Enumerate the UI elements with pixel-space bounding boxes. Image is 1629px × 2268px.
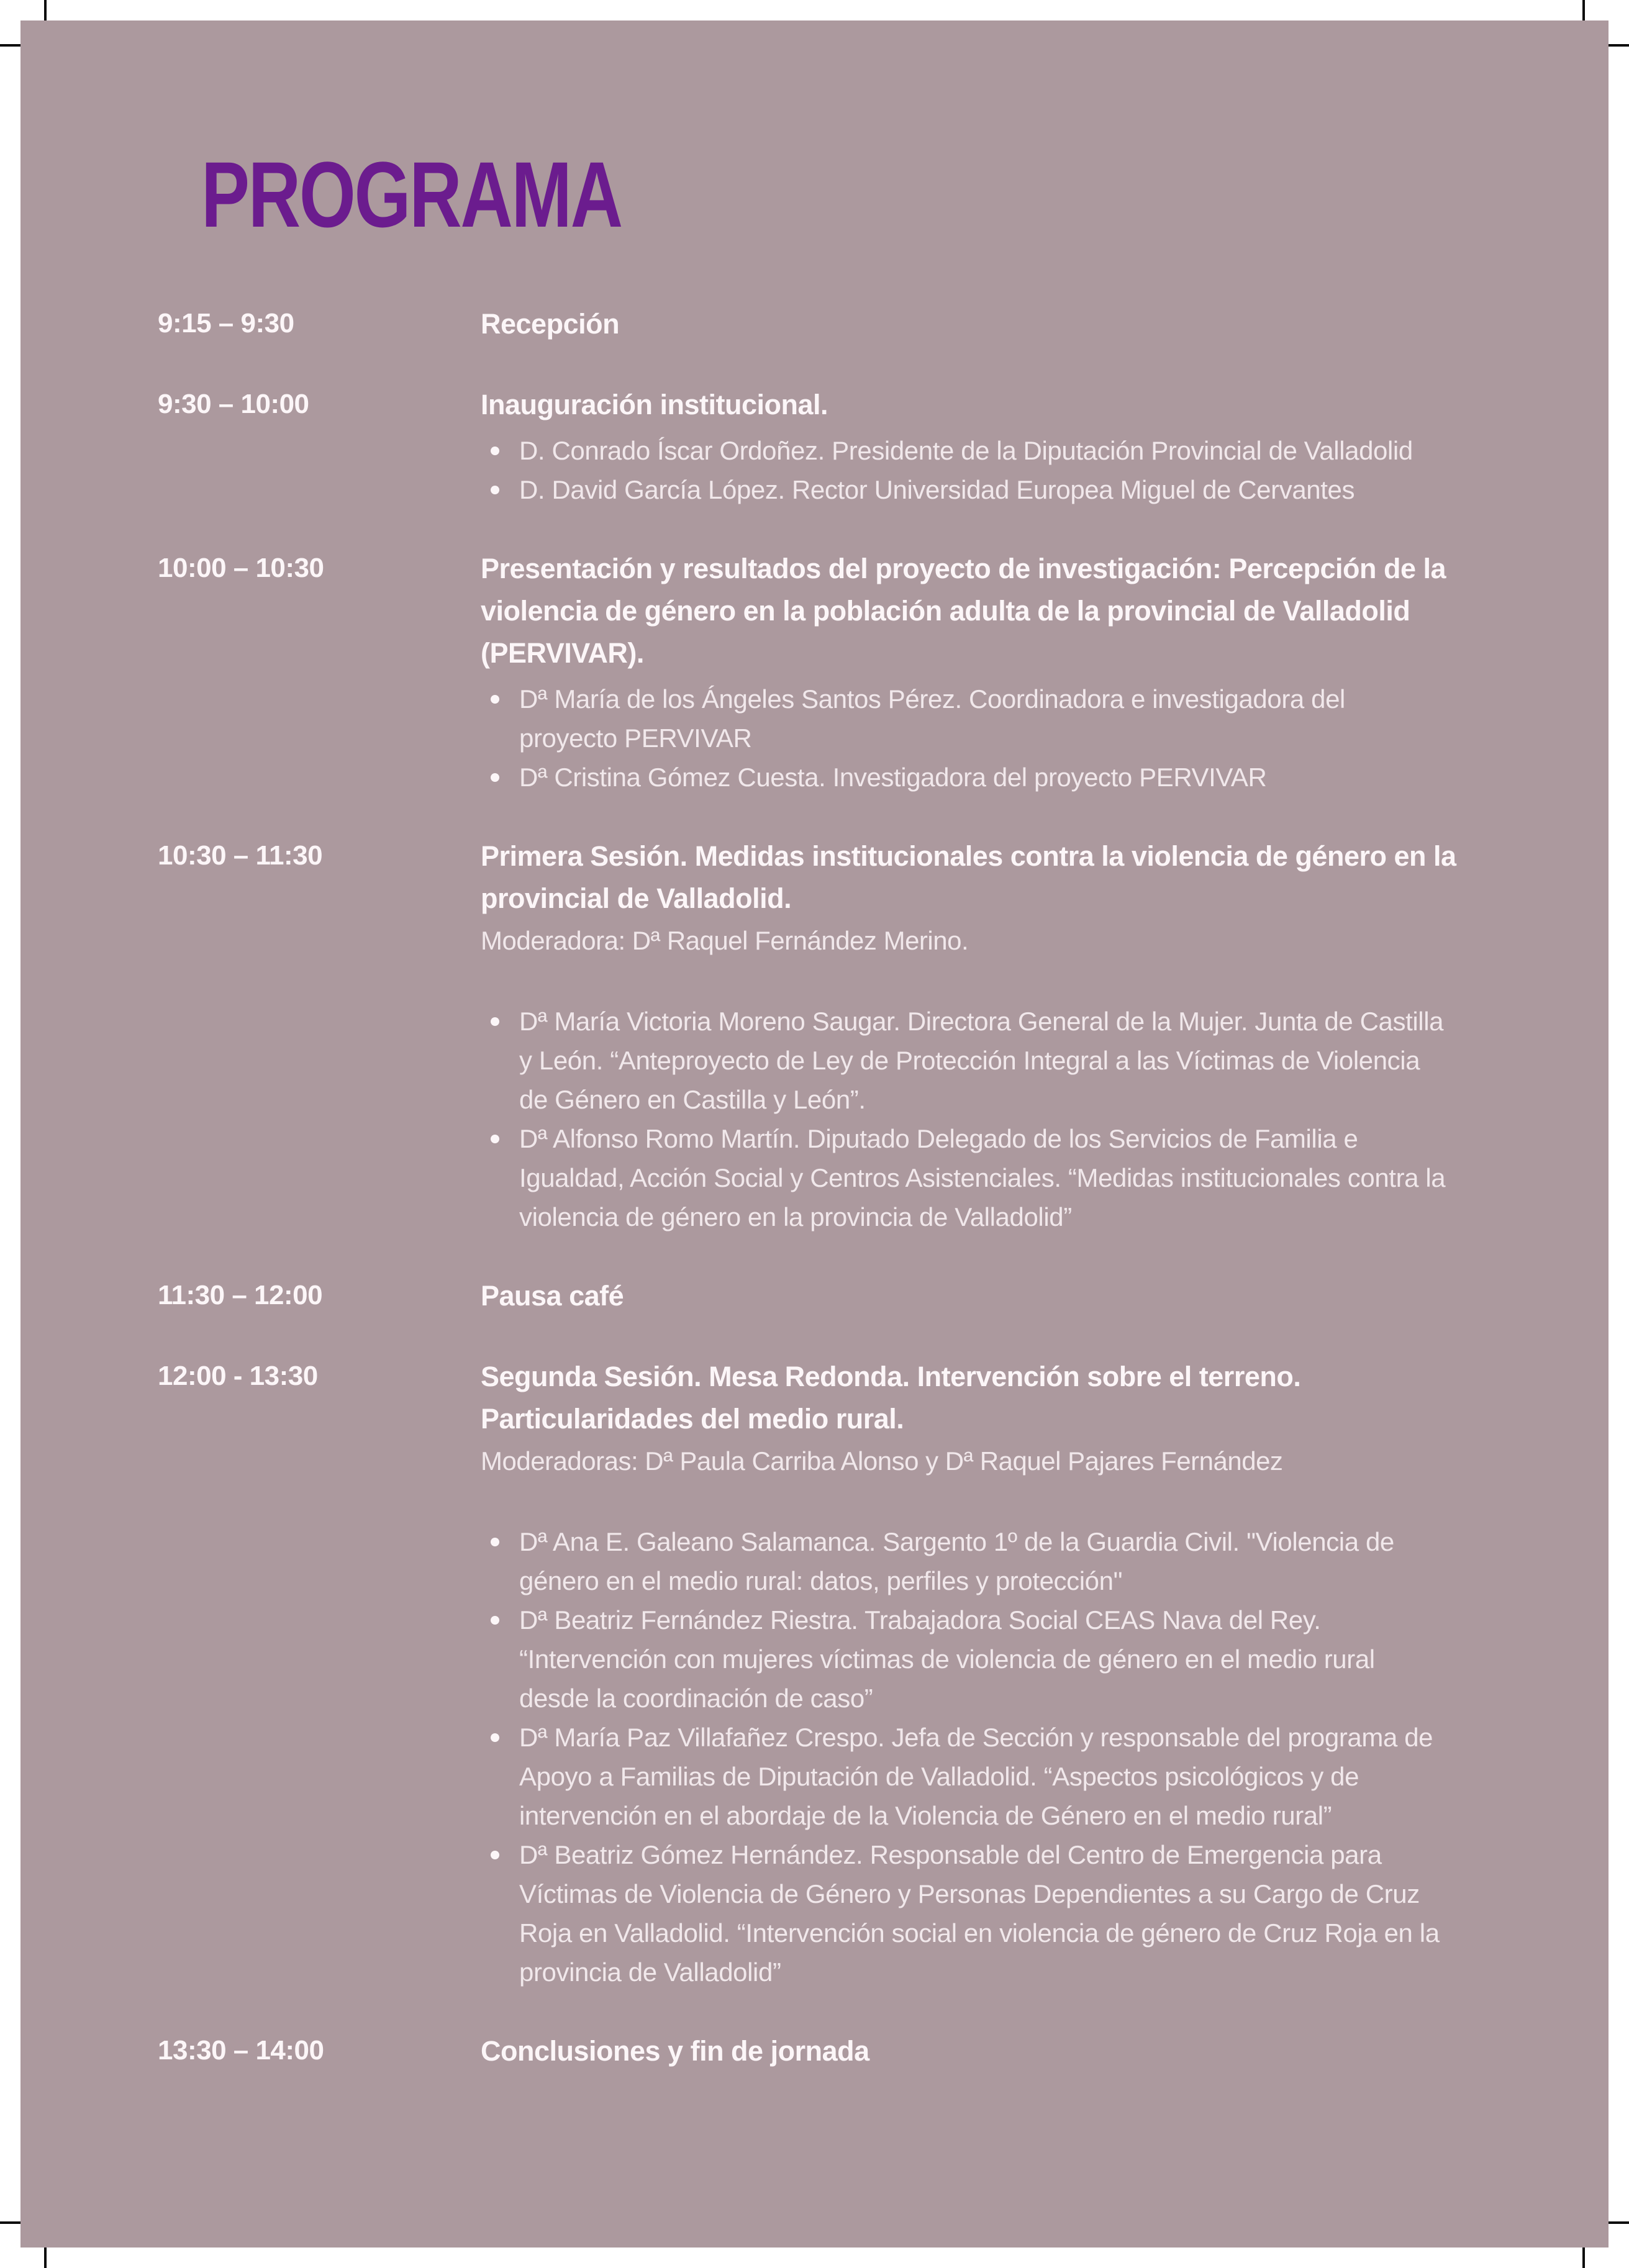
crop-mark-icon — [1582, 2247, 1585, 2268]
session-moderator: Moderadora: Dª Raquel Fernández Merino. — [481, 926, 969, 955]
session-body — [481, 1275, 1487, 1317]
schedule-row — [158, 835, 1487, 1236]
schedule-row — [158, 1275, 1487, 1317]
schedule-row — [158, 1356, 1487, 1992]
bullet-dot-icon — [491, 695, 499, 704]
crop-mark-icon — [0, 2221, 21, 2224]
speaker-item — [481, 470, 1450, 509]
speaker-text: Dª Alfonso Romo Martín. Diputado Delegado de los Servicios de Familia e Igualdad, Acción Social y Centros Asistenciales. “Medidas institucionales contra la violencia de género en la provincia de Valladolid” — [519, 1124, 1446, 1232]
bullet-dot-icon — [491, 1017, 499, 1026]
session-body — [481, 303, 1487, 345]
speaker-text: Dª Cristina Gómez Cuesta. Investigadora del proyecto PERVIVAR — [519, 763, 1267, 792]
speaker-text: Dª Ana E. Galeano Salamanca. Sargento 1º de la Guardia Civil. "Violencia de género en el medio rural: datos, perfiles y protección" — [519, 1527, 1394, 1595]
speaker-text: Dª Beatriz Gómez Hernández. Responsable del Centro de Emergencia para Víctimas de Violencia de Género y Personas Dependientes a su Cargo de Cruz Roja en Valladolid. “Intervención social en violencia de género de Cruz Roja en la provincia de Valladolid” — [519, 1840, 1440, 1987]
speaker-list — [481, 1522, 1487, 1992]
time-range: 11:30 – 12:00 — [158, 1280, 323, 1310]
session-body — [481, 1356, 1487, 1992]
speaker-item — [481, 1002, 1450, 1119]
speaker-item — [481, 758, 1450, 797]
time-range: 13:30 – 14:00 — [158, 2035, 324, 2066]
session-title: Recepción — [481, 308, 620, 340]
bullet-dot-icon — [491, 773, 499, 782]
speaker-text: D. Conrado Íscar Ordoñez. Presidente de la Diputación Provincial de Valladolid — [519, 436, 1413, 465]
session-body — [481, 384, 1487, 509]
bullet-dot-icon — [491, 1135, 499, 1143]
bullet-dot-icon — [491, 1538, 499, 1546]
speaker-item — [481, 1600, 1450, 1718]
time-range: 10:00 – 10:30 — [158, 553, 324, 583]
session-title: Conclusiones y fin de jornada — [481, 2035, 869, 2067]
crop-mark-icon — [1582, 0, 1585, 21]
speaker-item — [481, 1522, 1450, 1600]
speaker-text: Dª Beatriz Fernández Riestra. Trabajadora Social CEAS Nava del Rey. “Intervención con mujeres víctimas de violencia de género en el medio rural desde la coordinación de caso” — [519, 1605, 1375, 1713]
crop-mark-icon — [1608, 44, 1629, 47]
crop-mark-icon — [44, 0, 47, 21]
session-moderator: Moderadoras: Dª Paula Carriba Alonso y Dª Raquel Pajares Fernández — [481, 1446, 1283, 1476]
session-body — [481, 835, 1487, 1236]
session-title: Inauguración institucional. — [481, 389, 828, 420]
speaker-item — [481, 1835, 1450, 1992]
speaker-text: Dª María de los Ángeles Santos Pérez. Coordinadora e investigadora del proyecto PERVIVAR — [519, 684, 1345, 753]
crop-mark-icon — [1608, 2221, 1629, 2224]
speaker-item — [481, 679, 1450, 758]
session-body — [481, 548, 1487, 797]
schedule-row — [158, 548, 1487, 797]
bullet-dot-icon — [491, 1851, 499, 1859]
speaker-text: Dª María Paz Villafañez Crespo. Jefa de Sección y responsable del programa de Apoyo a Familias de Diputación de Valladolid. “Aspectos psicológicos y de intervención en el abordaje de la Violencia de Género en el medio rural” — [519, 1723, 1433, 1830]
time-range: 9:15 – 9:30 — [158, 308, 294, 338]
speaker-item — [481, 431, 1450, 470]
schedule — [158, 303, 1487, 2072]
speaker-list — [481, 431, 1487, 509]
crop-mark-icon — [0, 44, 21, 47]
speaker-item — [481, 1119, 1450, 1236]
program-content — [158, 142, 1487, 2111]
speaker-list — [481, 679, 1487, 797]
bullet-dot-icon — [491, 447, 499, 455]
session-title: Presentación y resultados del proyecto de investigación: Percepción de la violencia de género en la población adulta de la provincial de Valladolid (PERVIVAR). — [481, 553, 1446, 669]
program-panel — [20, 20, 1609, 2248]
time-range: 9:30 – 10:00 — [158, 389, 309, 419]
session-title: Pausa café — [481, 1280, 624, 1312]
speaker-text: D. David García López. Rector Universidad Europea Miguel de Cervantes — [519, 475, 1355, 504]
speaker-item — [481, 1718, 1450, 1835]
bullet-dot-icon — [491, 1616, 499, 1625]
speaker-list — [481, 1002, 1487, 1236]
bullet-dot-icon — [491, 1733, 499, 1742]
bullet-dot-icon — [491, 486, 499, 494]
schedule-row — [158, 2030, 1487, 2072]
time-range: 12:00 - 13:30 — [158, 1361, 318, 1391]
page-title: PROGRAMA — [201, 142, 622, 247]
schedule-row — [158, 303, 1487, 345]
speaker-text: Dª María Victoria Moreno Saugar. Directora General de la Mujer. Junta de Castilla y León. “Anteproyecto de Ley de Protección Integral a las Víctimas de Violencia de Género en Castilla y León”. — [519, 1007, 1444, 1114]
time-range: 10:30 – 11:30 — [158, 840, 323, 871]
session-body — [481, 2030, 1487, 2072]
session-title: Primera Sesión. Medidas institucionales contra la violencia de género en la provincial de Valladolid. — [481, 840, 1456, 914]
session-title: Segunda Sesión. Mesa Redonda. Intervención sobre el terreno. Particularidades del medio rural. — [481, 1361, 1301, 1435]
crop-mark-icon — [44, 2247, 47, 2268]
schedule-row — [158, 384, 1487, 509]
